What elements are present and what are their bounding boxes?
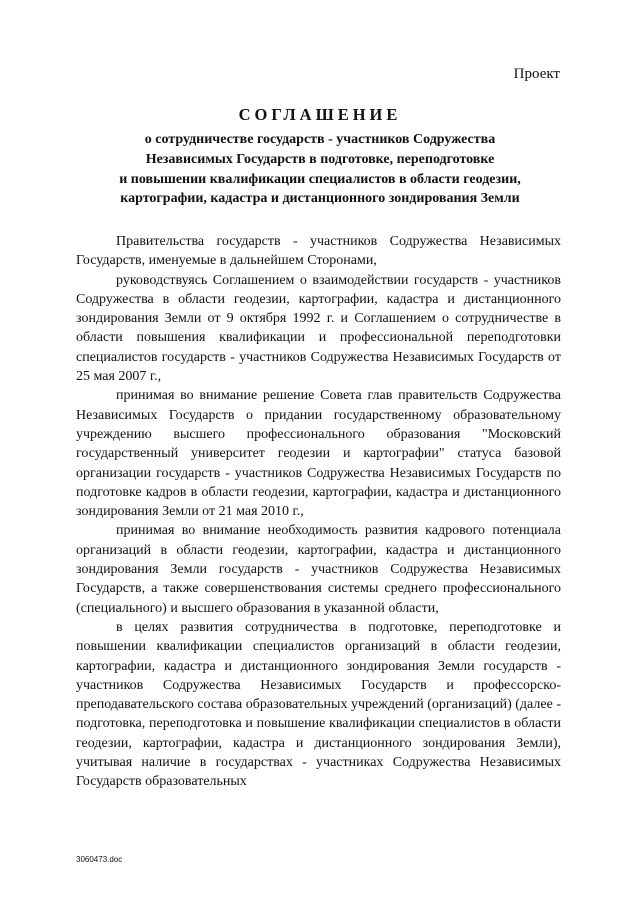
subtitle-line: и повышении квалификации специалистов в области геодезии,	[119, 171, 521, 187]
body-paragraph: руководствуясь Соглашением о взаимодействии государств - участников Содружества в области геодезии, картографии, кадастра и дистанционного зондирования Земли от 9 октября 1992 г. и Соглашением о сотрудничестве в области повышения квалификации и профессиональной переподготовки специалистов государств - участников Содружества Независимых Государств от 25 мая 2007 г.,	[76, 272, 561, 385]
body-paragraph: принимая во внимание необходимость развития кадрового потенциала организаций в области геодезии, картографии, кадастра и дистанционного зондирования Земли государств - участников Содружества Независимых Государств, а также совершенствования системы среднего профессионального (специального) и высшего образования в указанной области,	[76, 523, 561, 616]
subtitle-line: о сотрудничестве государств - участников Содружества	[144, 132, 496, 147]
document-file-code: 3060473.doc	[76, 855, 123, 864]
document-title: СОГЛАШЕНИЕ	[238, 105, 402, 124]
project-label: Проект	[513, 66, 560, 82]
body-paragraph: Правительства государств - участников Содружества Независимых Государств, именуемые в дальнейшем Сторонами,	[76, 234, 561, 269]
body-paragraph: в целях развития сотрудничества в подготовке, переподготовке и повышении квалификации специалистов организаций в области геодезии, картографии, кадастра и дистанционного зондирования Земли государств - участников Содружества Независимых Государств и профессорско-преподавательского состава образовательных учреждений (организаций) (далее - подготовка, переподготовка и повышение квалификации специалистов в области геодезии, картографии, кадастра и дистанционного зондирования Земли), учитывая наличие в государствах - участниках Содружества Независимых Государств образовательных	[76, 619, 561, 790]
subtitle-line: картографии, кадастра и дистанционного зондирования Земли	[120, 191, 520, 207]
body-paragraph: принимая во внимание решение Совета глав правительств Содружества Независимых Государств о придании государственному образовательному учреждению высшего профессионального образования "Московский государственный университет геодезии и картографии" статуса базовой организации государств - участников Содружества Независимых Государств по подготовке кадров в области геодезии, картографии, кадастра и дистанционного зондирования Земли от 21 мая 2010 г.,	[76, 388, 561, 520]
subtitle-line: Независимых Государств в подготовке, переподготовке	[145, 151, 495, 167]
document-body	[76, 232, 561, 792]
document-subtitle	[76, 130, 564, 209]
